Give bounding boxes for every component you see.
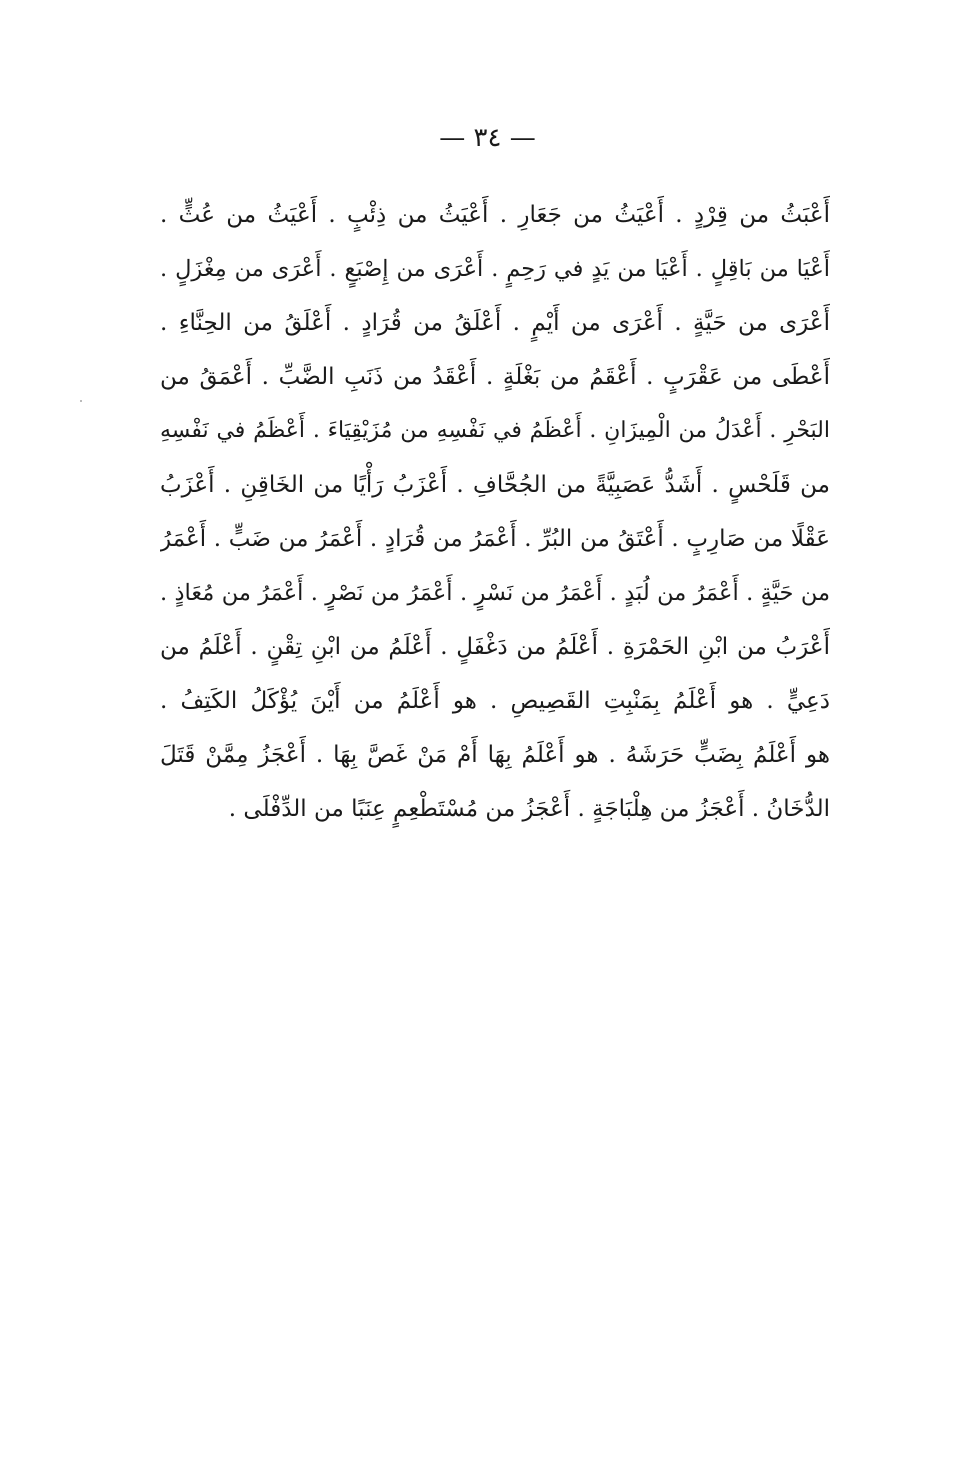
text-line-2: أَعْيَا من بَاقِلٍ . أَعْيَا من يَدٍ في رَحِمٍ . أَعْرَى من إِصْبَعٍ . أَعْرَى من مِغْزَلٍ .: [160, 256, 830, 282]
text-line-6: من قَلَحْسٍ . أَشَدُّ عَصَبِيَّةً من الجُحَّافِ . أَعْزَبُ رَأْيًا من الخَاقِنِ . أَعْزَبُ: [160, 472, 830, 498]
text-line-9: أَعْرَبُ من ابْنِ الحَمْرَةِ . أَعْلَمُ من دَغْفَلٍ . أَعْلَمُ من ابْنِ تِقْنٍ . أَعْلَمُ من: [160, 634, 830, 660]
text-line-4: أَعْطَى من عَقْرَبٍ . أَعْقَمُ من بَغْلَةٍ . أَعْقَدُ من ذَنَبِ الضَّبِّ . أَعْمَقُ من: [160, 364, 830, 390]
text-line-12: الدُّخَانُ . أَعْجَزُ من هِلْبَاجَةٍ . أَعْجَزُ من مُسْتَطْعِمٍ عِنَبًا من الدِّفْلَى .: [228, 796, 830, 822]
text-line-1: أَعْبَثُ من قِرْدٍ . أَعْيَثُ من جَعَارِ . أَعْيَثُ من ذِئْبٍ . أَعْيَثُ من عُثٍّ .: [160, 202, 830, 228]
text-line-10: دَعِيٍّ . هو أَعْلَمُ بِمَنْبِتِ القَصِيصِ . هو أَعْلَمُ من أَيْنَ يُؤْكَلُ الكَتِفُ .: [160, 688, 830, 714]
page-number: — ٣٤ —: [439, 123, 536, 153]
text-line-11: هو أَعْلَمُ بِضَبٍّ حَرَشَهُ . هو أَعْلَمُ بِهَا أَمْ مَنْ غَصَّ بِهَا . أَعْجَزُ مِمَّنْ قَتَلَ: [160, 742, 830, 768]
proverbs-text-block: [160, 188, 830, 836]
text-line-5: البَحْرِ . أَعْدَلُ من الْمِيزَانِ . أَعْظَمُ في نَفْسِهِ من مُزَيْقِيَاءَ . أَعْظَمُ في نَفْسِهِ: [160, 418, 830, 443]
text-line-8: من حَيَّةٍ . أَعْمَرُ من لُبَدٍ . أَعْمَرُ من نَسْرٍ . أَعْمَرُ من نَصْرٍ . أَعْمَرُ من مُعَاذٍ .: [160, 580, 830, 606]
text-line-7: عَقْلًا من صَارِبٍ . أَعْتَقُ من البُرِّ . أَعْمَرُ من قُرَادٍ . أَعْمَرُ من ضَبٍّ . أَعْمَرُ: [160, 526, 830, 552]
scan-speck: [80, 400, 82, 402]
text-line-3: أَعْرَى من حَيَّةٍ . أَعْرَى من أَيْمٍ . أَعْلَقُ من قُرَادٍ . أَعْلَقُ من الحِنَّاءِ .: [160, 310, 830, 336]
